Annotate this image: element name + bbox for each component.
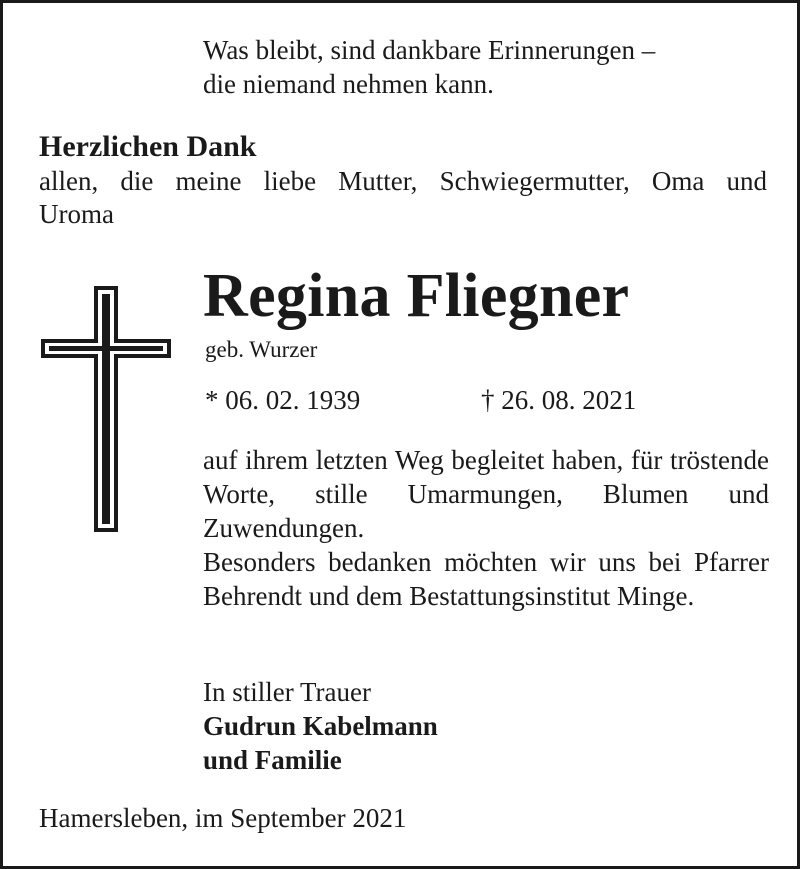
thanks-heading: Herzlichen Dank [39, 130, 257, 163]
signature-line-mourning: In stiller Trauer [203, 677, 371, 707]
body-paragraph-2: Besonders bedanken möchten wir uns bei Pfarrer Behrendt und dem Bestattungsinstitut Minge. [203, 547, 769, 611]
deceased-name: Regina Fliegner [203, 262, 630, 330]
death-date: † 26. 08. 2021 [481, 385, 637, 415]
thanks-intro-line-1: allen, die meine liebe Mutter, Schwiegermutter, Oma und [39, 166, 767, 196]
thanks-intro [39, 165, 767, 231]
body-paragraph-1: auf ihrem letzten Weg begleitet haben, für tröstende Worte, stille Umarmungen, Blumen und Zuwendungen. [203, 445, 769, 543]
motto-quote [203, 33, 655, 101]
signature-block [203, 675, 438, 777]
thanks-intro-line-2: Uroma [39, 199, 114, 229]
birth-name: geb. Wurzer [205, 337, 318, 362]
motto-line-1: Was bleibt, sind dankbare Erinnerungen – [203, 35, 656, 65]
place-and-date: Hamersleben, im September 2021 [39, 803, 407, 833]
thanks-body [203, 443, 769, 613]
birth-date: * 06. 02. 1939 [205, 385, 361, 415]
signature-family: und Familie [203, 745, 342, 775]
latin-cross-icon [41, 286, 171, 532]
motto-line-2: die niemand nehmen kann. [203, 69, 494, 99]
cross-core [49, 294, 163, 524]
signature-name: Gudrun Kabelmann [203, 711, 438, 741]
